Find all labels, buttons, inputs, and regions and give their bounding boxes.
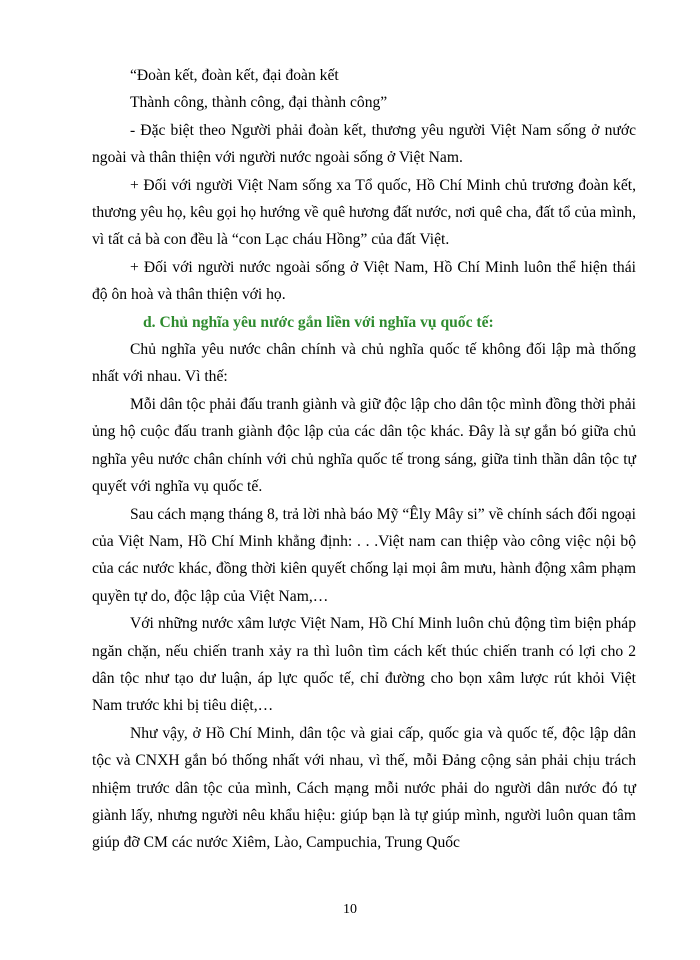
paragraph-foreign-policy: Sau cách mạng tháng 8, trả lời nhà báo Mỹ “Êly Mây si” về chính sách đối ngoại của Việt Nam, Hồ Chí Minh khẳng định: . . .Việt nam can thiệp vào công việc nội bộ của các nước khác, đồng thời kiên quyết chống lại mọi âm mưu, hành động xâm phạm quyền tự do, độc lập của Việt Nam,…: [92, 505, 636, 605]
paragraph-foreigners-in-vietnam: + Đối với người nước ngoài sống ở Việt Nam, Hồ Chí Minh luôn thể hiện thái độ ôn hoà và thân thiện với họ.: [92, 258, 636, 304]
paragraph-patriotism-internationalism: Chủ nghĩa yêu nước chân chính và chủ nghĩa quốc tế không đối lập mà thống nhất với nhau. Vì thế:: [92, 341, 636, 386]
paragraph-overseas-vietnamese: + Đối với người Việt Nam sống xa Tổ quốc, Hồ Chí Minh chủ trương đoàn kết, thương yêu họ, kêu gọi họ hướng về quê hương đất nước, nơi quê cha, đất tổ của mình, vì tất cả bà con đều là “con Lạc cháu Hồng” của đất Việt.: [92, 176, 636, 249]
paragraph-overseas-unity: - Đặc biệt theo Người phải đoàn kết, thương yêu người Việt Nam sống ở nước ngoài và thân thiện với người nước ngoài sống ở Việt Nam.: [92, 121, 636, 167]
paragraph-invaders: Với những nước xâm lược Việt Nam, Hồ Chí Minh luôn chủ động tìm biện pháp ngăn chặn, nếu chiến tranh xảy ra thì luôn tìm cách kết thúc chiến tranh có lợi cho 2 dân tộc như tạo dư luận, áp lực quốc tế, chỉ đường cho bọn xâm lược rút khỏi Việt Nam trước khi bị tiêu diệt,…: [92, 615, 636, 715]
verse-line-2: Thành công, thành công, đại thành công”: [130, 94, 388, 112]
paragraph-conclusion: Như vậy, ở Hồ Chí Minh, dân tộc và giai cấp, quốc gia và quốc tế, độc lập dân tộc và CNXH gắn bó thống nhất với nhau, vì thế, mỗi Đảng cộng sản phải chịu trách nhiệm trước dân tộc của mình, Cách mạng mỗi nước phải do người dân nước đó tự giành lấy, nhưng người nêu khẩu hiệu: giúp bạn là tự giúp mình, người luôn quan tâm giúp đỡ CM các nước Xiêm, Lào, Campuchia, Trung Quốc: [92, 724, 636, 852]
page-number: 10: [343, 902, 357, 917]
paragraph-independence-struggle: Mỗi dân tộc phải đấu tranh giành và giữ độc lập cho dân tộc mình đồng thời phải ủng hộ cuộc đấu tranh giành độc lập của các dân tộc khác. Đây là sự gắn bó giữa chủ nghĩa yêu nước chân chính với chủ nghĩa quốc tế trong sáng, giữa tinh thần dân tộc tự quyết với nghĩa vụ quốc tế.: [92, 395, 636, 496]
verse-line-1: “Đoàn kết, đoàn kết, đại đoàn kết: [130, 67, 339, 84]
document-page: [92, 62, 636, 857]
section-heading: d. Chủ nghĩa yêu nước gắn liền với nghĩa vụ quốc tế:: [143, 313, 494, 331]
